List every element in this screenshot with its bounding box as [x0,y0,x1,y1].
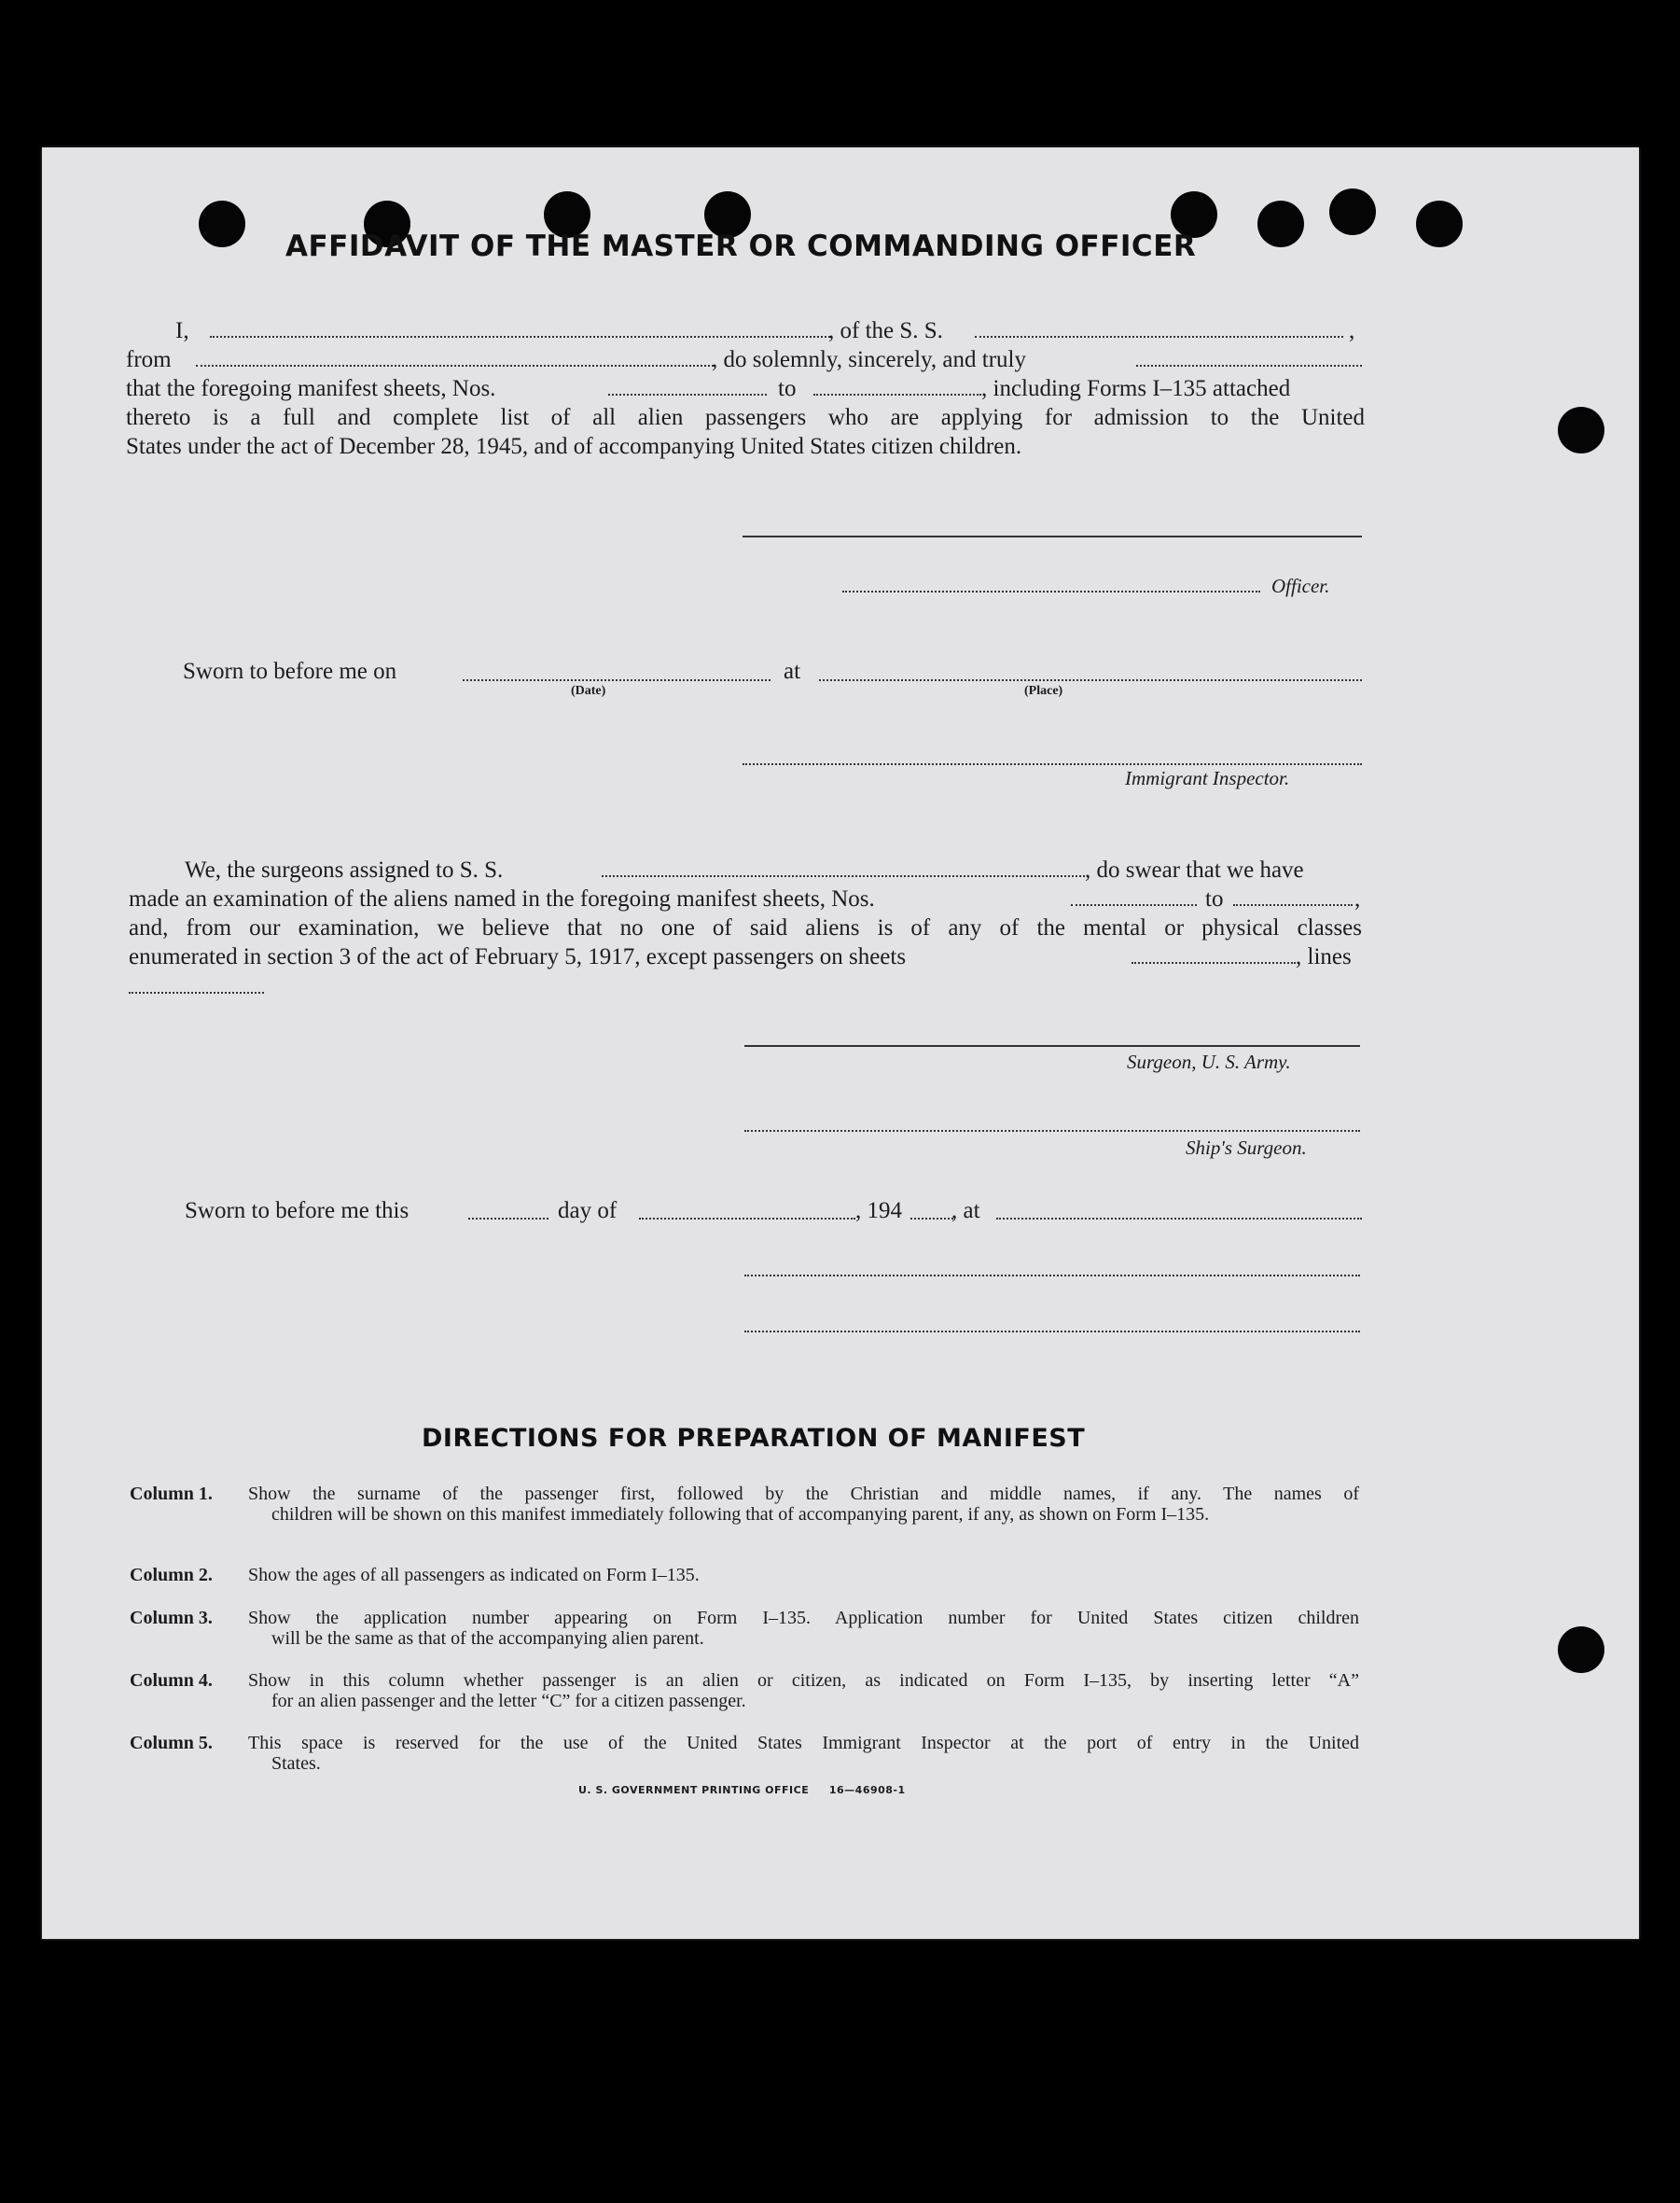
inspector-label: Immigrant Inspector. [1125,767,1290,789]
direction-continuation: States. [271,1753,321,1774]
form-title: AFFIDAVIT OF THE MASTER OR COMMANDING OFFICER [285,230,1197,263]
affidavit-to: to [778,376,797,401]
sworn-month-field[interactable] [639,1218,855,1220]
direction-label: Column 5. [130,1733,213,1753]
punch-hole [1329,188,1376,235]
witness-signature-line[interactable] [744,1275,1360,1276]
direction-label: Column 4. [130,1670,213,1691]
affidavit-comma: , [1349,318,1355,343]
direction-text [248,1484,1359,1525]
sworn-date-field[interactable] [463,679,771,681]
sworn-place-field[interactable] [819,679,1362,681]
sworn2-prefix: Sworn to before me this [185,1198,410,1223]
affidavit-line-4: thereto is a full and complete list of all alien passengers who are applying for admission to the United [126,405,1365,430]
witness-title-line[interactable] [744,1331,1360,1332]
except-sheets-field[interactable] [1132,962,1296,964]
sheet-from-field[interactable] [608,394,767,396]
surgeons-line-3: and, from our examination, we believe that no one of said aliens is of any of the mental or physical classes [129,915,1362,941]
inspector-signature-line[interactable] [743,763,1362,765]
master-signature-line[interactable] [743,536,1362,537]
direction-first-line: Show the surname of the passenger first, followed by the Christian and middle names, if any. The names of [248,1484,1359,1504]
date-caption: (Date) [571,684,606,698]
army-surgeon-label: Surgeon, U. S. Army. [1127,1051,1291,1073]
officer-label: Officer. [1271,575,1330,597]
sworn1-at: at [784,659,801,684]
ships-surgeon-signature-line[interactable] [744,1130,1360,1132]
direction-text [248,1565,1359,1585]
army-surgeon-signature-line[interactable] [744,1045,1360,1047]
direction-label: Column 1. [130,1484,213,1504]
punch-hole [1558,1626,1604,1673]
surgeons-line-2: made an examination of the aliens named in the foregoing manifest sheets, Nos. [129,886,875,912]
affidavit-that: that the foregoing manifest sheets, Nos. [126,376,496,401]
surgeons-ship-field[interactable] [602,875,1085,877]
punch-hole [1558,407,1604,453]
affidavit-i: I, [175,318,189,343]
except-lines-field[interactable] [129,992,264,994]
sworn2-place-field[interactable] [996,1218,1362,1220]
officer-signature-line[interactable] [842,591,1260,593]
affidavit-solemnly: , do solemnly, sincerely, and truly [712,347,1026,372]
sworn1-prefix: Sworn to before me on [183,659,397,684]
affidavit-line-5: States under the act of December 28, 1945, and of accompanying United States citizen children. [126,434,1022,459]
affidavit-including: , including Forms I–135 attached [981,376,1291,401]
sworn2-day-of: day of [558,1198,618,1223]
surgeons-line-4: enumerated in section 3 of the act of February 5, 1917, except passengers on sheets [129,944,907,969]
surgeons-to: to [1205,886,1224,912]
port-from-field[interactable] [196,365,714,367]
direction-text [248,1608,1359,1649]
direction-first-line: Show the application number appearing on Form I–135. Application number for United States citizen children [248,1608,1359,1628]
direction-text [248,1670,1359,1711]
punch-hole [199,201,245,247]
printing-office-footer: U. S. GOVERNMENT PRINTING OFFICE 16—46908-1 [578,1784,906,1796]
surgeons-prefix: We, the surgeons assigned to S. S. [185,857,504,883]
directions-title: DIRECTIONS FOR PREPARATION OF MANIFEST [422,1424,1086,1453]
sworn2-year: , 194 [855,1198,902,1223]
direction-continuation: children will be shown on this manifest immediately following that of accompanying parent, if any, as shown on Form I–135. [271,1504,1210,1525]
ships-surgeon-label: Ship's Surgeon. [1186,1136,1307,1159]
surgeons-lines: , lines [1296,944,1352,969]
surgeons-swear: , do swear that we have [1085,857,1304,883]
direction-continuation: will be the same as that of the accompanying alien parent. [271,1628,704,1649]
ship-name-field[interactable] [975,336,1343,338]
affidavit-of-ss: , of the S. S. [828,318,943,343]
place-caption: (Place) [1024,684,1063,698]
sworn-year-field[interactable] [910,1218,953,1220]
sworn2-at: , at [951,1198,980,1223]
punch-hole [1416,201,1463,247]
exam-sheet-to-field[interactable] [1233,904,1353,906]
direction-text [248,1733,1359,1774]
direction-label: Column 2. [130,1565,213,1585]
direction-first-line: Show in this column whether passenger is an alien or citizen, as indicated on Form I–135, by inserting letter “A” [248,1670,1359,1691]
direction-continuation: for an alien passenger and the letter “C” for a citizen passenger. [271,1691,746,1711]
surgeons-comma: , [1354,886,1361,912]
direction-first-line: This space is reserved for the use of the United States Immigrant Inspector at the port of entry in the United [248,1733,1359,1753]
sworn-day-field[interactable] [468,1218,548,1220]
punch-hole [1257,201,1304,247]
master-name-field[interactable] [210,336,830,338]
truly-field[interactable] [1136,365,1362,367]
direction-first-line: Show the ages of all passengers as indicated on Form I–135. [248,1565,700,1585]
affidavit-from: from [126,347,172,372]
direction-label: Column 3. [130,1608,213,1628]
exam-sheet-from-field[interactable] [1071,904,1197,906]
sheet-to-field[interactable] [813,394,981,396]
